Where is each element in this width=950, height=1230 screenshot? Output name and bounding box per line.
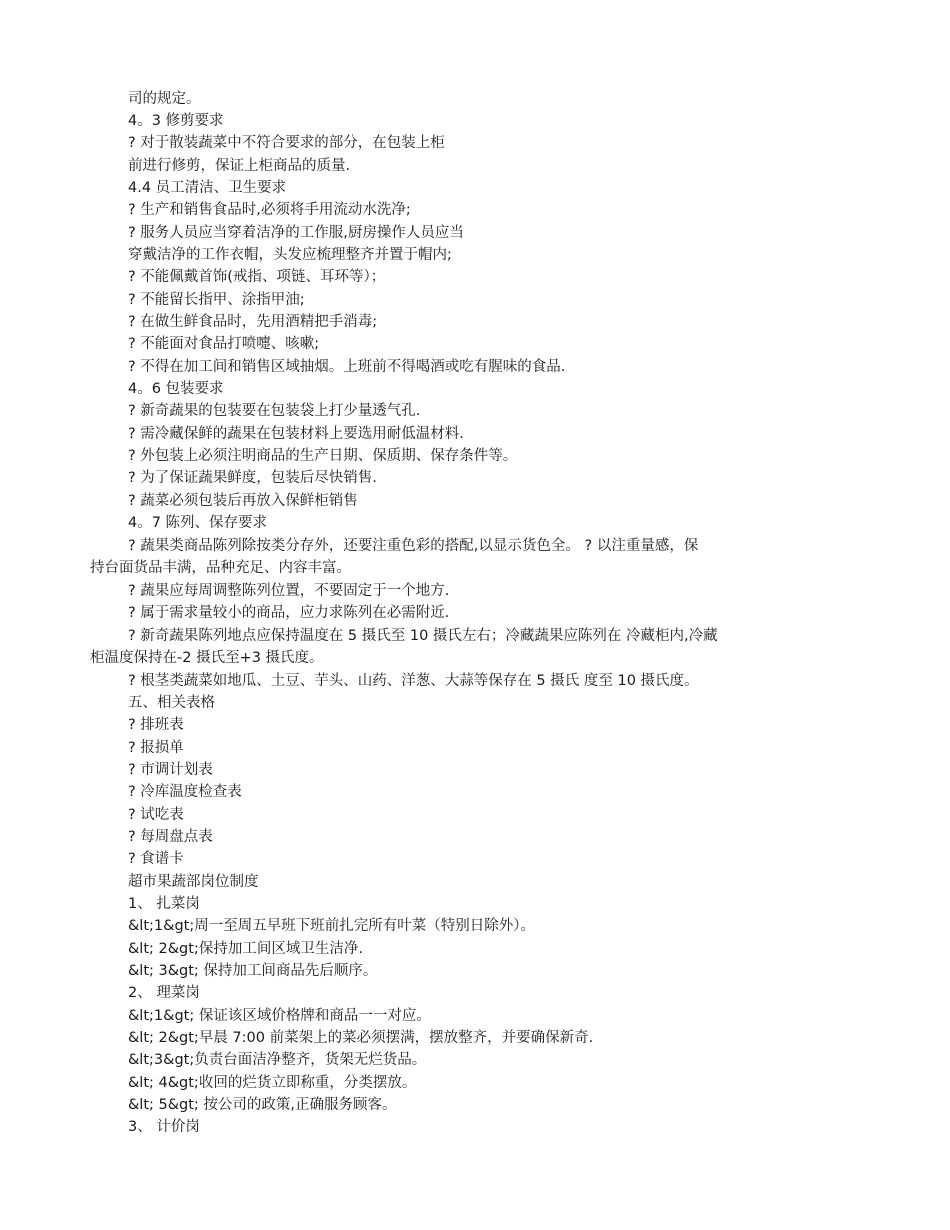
list-item: &lt; 5&gt; 按公司的政策,正确服务顾客。	[128, 1097, 397, 1113]
bullet-item: ? 外包装上必须注明商品的生产日期、保质期、保存条件等。	[128, 448, 518, 464]
section-heading: 2、 理菜岗	[128, 985, 200, 1001]
bullet-item: ? 不能留长指甲、涂指甲油;	[128, 292, 305, 308]
bullet-item: ? 试吃表	[128, 807, 184, 823]
bullet-item: ? 不能面对食品打喷嚏、咳嗽;	[128, 336, 320, 352]
text-line: 持台面货品丰满，品种充足、内容丰富。	[90, 560, 351, 576]
bullet-item: ? 蔬果应每周调整陈列位置，不要固定于一个地方.	[128, 583, 450, 599]
section-heading: 五、相关表格	[128, 695, 215, 711]
bullet-item: ? 根茎类蔬菜如地瓜、土豆、芋头、山药、洋葱、大蒜等保存在 5 摄氏 度至 10 摄氏度。	[128, 673, 699, 689]
list-item: &lt; 2&gt;保持加工间区域卫生洁净.	[128, 941, 363, 957]
section-heading: 4.4 员工清洁、卫生要求	[128, 180, 287, 196]
bullet-item: ? 市调计划表	[128, 762, 213, 778]
section-heading: 超市果蔬部岗位制度	[128, 874, 259, 890]
section-heading: 4。6 包装要求	[128, 381, 224, 397]
section-heading: 4。7 陈列、保存要求	[128, 515, 268, 531]
bullet-item: ? 新奇蔬果陈列地点应保持温度在 5 摄氏至 10 摄氏左右；冷藏蔬果应陈列在 冷藏柜内,冷藏	[128, 628, 718, 644]
bullet-item: ? 冷库温度检查表	[128, 784, 242, 800]
list-item: &lt;1&gt; 保证该区域价格牌和商品一一对应。	[128, 1008, 431, 1024]
bullet-item: ? 服务人员应当穿着洁净的工作服,厨房操作人员应当	[128, 225, 464, 241]
bullet-item: ? 报损单	[128, 740, 184, 756]
list-item: &lt;1&gt;周一至周五早班下班前扎完所有叶菜（特别日除外）。	[128, 918, 535, 934]
text-line: 前进行修剪，保证上柜商品的质量.	[128, 158, 351, 174]
section-heading: 1、 扎菜岗	[128, 896, 200, 912]
bullet-item: ? 需冷藏保鲜的蔬果在包装材料上要选用耐低温材料.	[128, 426, 464, 442]
bullet-item: ? 蔬果类商品陈列除按类分存外，还要注重色彩的搭配,以显示货色全。 ? 以注重量感，保	[128, 538, 699, 554]
bullet-item: ? 为了保证蔬果鲜度，包装后尽快销售.	[128, 470, 377, 486]
list-item: &lt; 2&gt;早晨 7:00 前菜架上的菜必须摆满，摆放整齐，并要确保新奇.	[128, 1030, 594, 1046]
list-item: &lt; 4&gt;收回的烂货立即称重，分类摆放。	[128, 1075, 417, 1091]
text-line: 司的规定。	[128, 91, 201, 107]
bullet-item: ? 食谱卡	[128, 851, 184, 867]
list-item: &lt; 3&gt; 保持加工间商品先后顺序。	[128, 963, 378, 979]
bullet-item: ? 属于需求量较小的商品，应力求陈列在必需附近.	[128, 605, 450, 621]
bullet-item: ? 蔬菜必须包装后再放入保鲜柜销售	[128, 493, 358, 509]
section-heading: 3、 计价岗	[128, 1119, 200, 1135]
bullet-item: ? 生产和销售食品时,必须将手用流动水洗净;	[128, 202, 411, 218]
bullet-item: ? 排班表	[128, 717, 184, 733]
bullet-item: ? 新奇蔬果的包装要在包装袋上打少量透气孔.	[128, 403, 421, 419]
text-line: 穿戴洁净的工作衣帽，头发应梳理整齐并置于帽内;	[128, 247, 452, 263]
bullet-item: ? 不能佩戴首饰(戒指、项链、耳环等）；	[128, 269, 386, 285]
bullet-item: ? 不得在加工间和销售区域抽烟。上班前不得喝酒或吃有腥味的食品.	[128, 359, 566, 375]
list-item: &lt;3&gt;负责台面洁净整齐，货架无烂货品。	[128, 1052, 427, 1068]
bullet-item: ? 每周盘点表	[128, 829, 213, 845]
bullet-item: ? 对于散装蔬菜中不符合要求的部分，在包装上柜	[128, 135, 445, 151]
bullet-item: ? 在做生鲜食品时，先用酒精把手消毒;	[128, 314, 378, 330]
text-line: 柜温度保持在-2 摄氏至+3 摄氏度。	[90, 650, 324, 666]
section-heading: 4。3 修剪要求	[128, 113, 224, 129]
